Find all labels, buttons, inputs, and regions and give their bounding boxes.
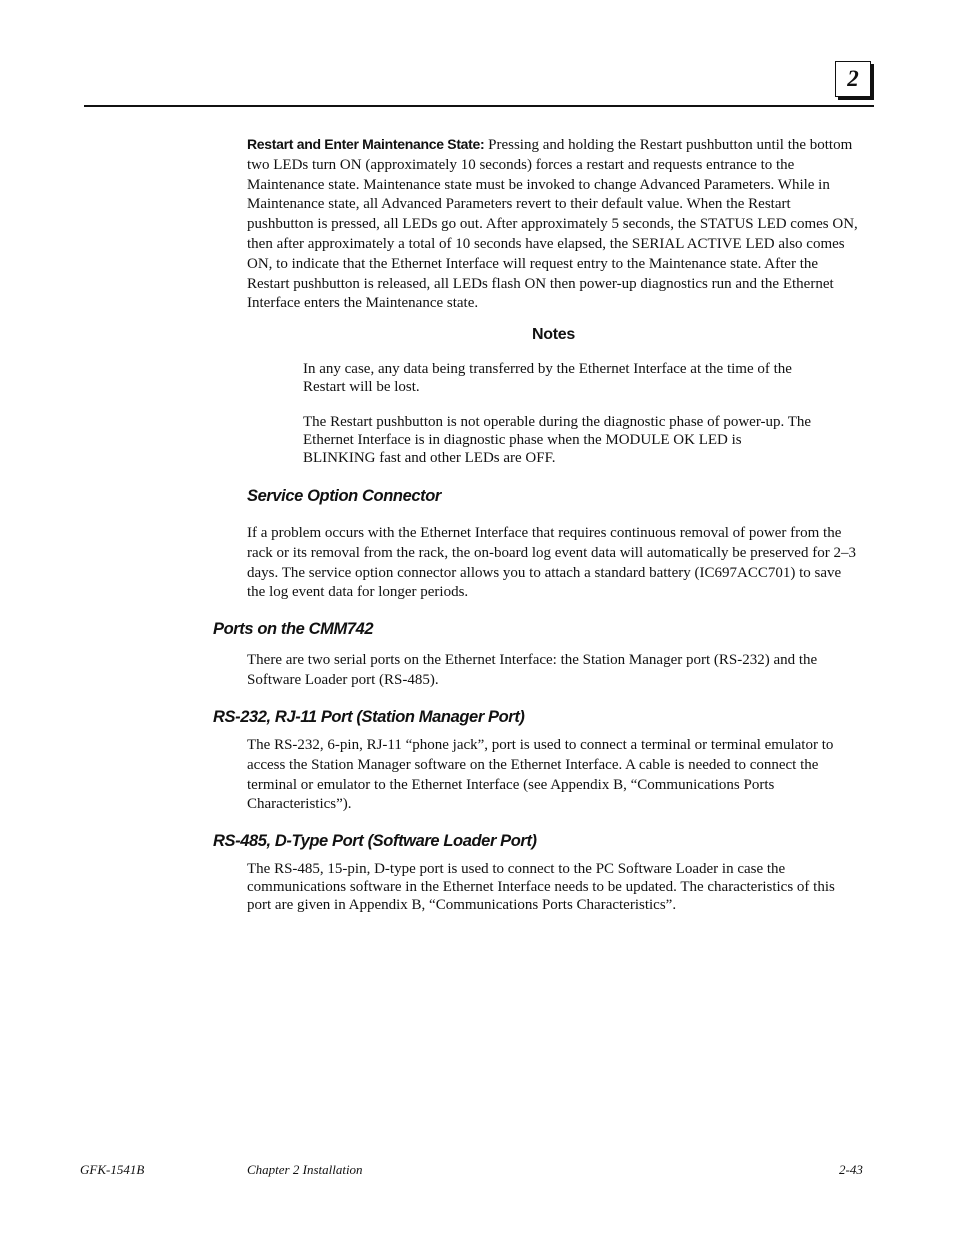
rs485-heading: RS-485, D-Type Port (Software Loader Port) xyxy=(213,832,537,850)
note-item: In any case, any data being transferred by the Ethernet Interface at the time of the Restart will be lost. xyxy=(303,361,792,395)
ports-heading: Ports on the CMM742 xyxy=(213,620,374,638)
rs232-paragraph: The RS-232, 6-pin, RJ-11 “phone jack”, port is used to connect a terminal or terminal emulator to access the Station Manager software on the Ethernet Interface. A cable is needed to connect the terminal or emulator to the Ethernet Interface (see Appendix B, “Communications Ports Characteristics”). xyxy=(247,737,834,813)
rs232-heading: RS-232, RJ-11 Port (Station Manager Port) xyxy=(213,708,525,726)
footer-page-number: 2-43 xyxy=(839,1162,863,1177)
notes-heading: Notes xyxy=(532,326,575,343)
footer-doc-id: GFK-1541B xyxy=(80,1162,145,1177)
restart-lead: Restart and Enter Maintenance State: xyxy=(247,136,485,152)
rs485-paragraph: The RS-485, 15-pin, D-type port is used to connect to the PC Software Loader in case the communications software in the Ethernet Interface needs to be updated. The characteristics of this port are given in Appendix B, “Communications Ports Characteristics”. xyxy=(247,861,835,913)
header-rule xyxy=(84,105,874,107)
footer-chapter: Chapter 2 Installation xyxy=(247,1162,363,1177)
restart-paragraph xyxy=(247,135,859,314)
restart-text: Pressing and holding the Restart pushbutton until the bottom two LEDs turn ON (approximately 10 seconds) forces a restart and requests entrance to the Maintenance state. Maintenance state must be invoked to change Advanced Parameters. While in Maintenance state, all Advanced Parameters revert to their default value. When the Restart pushbutton is pressed, all LEDs go out. After approximately 5 seconds, the STATUS LED comes ON, then after approximately a total of 10 seconds have elapsed, the SERIAL ACTIVE LED also comes ON, to indicate that the Ethernet Interface will request entry to the Maintenance state. After the Restart pushbutton is released, all LEDs flash ON then power-up diagnostics run and the Ethernet Interface enters the Maintenance state. xyxy=(247,137,858,312)
service-heading: Service Option Connector xyxy=(247,487,441,505)
service-paragraph: If a problem occurs with the Ethernet Interface that requires continuous removal of power from the rack or its removal from the rack, the on-board log event data will automatically be preserved for 2–3 days. The service option connector allows you to attach a standard battery (IC697ACC701) to save the log event data for longer periods. xyxy=(247,525,856,601)
note-item: The Restart pushbutton is not operable during the diagnostic phase of power-up. The Ethernet Interface is in diagnostic phase when the MODULE OK LED is BLINKING fast and other LEDs are OFF. xyxy=(303,414,812,466)
chapter-number-box: 2 xyxy=(835,61,871,97)
ports-paragraph: There are two serial ports on the Ethernet Interface: the Station Manager port (RS-232) and the Software Loader port (RS-485). xyxy=(247,652,818,688)
